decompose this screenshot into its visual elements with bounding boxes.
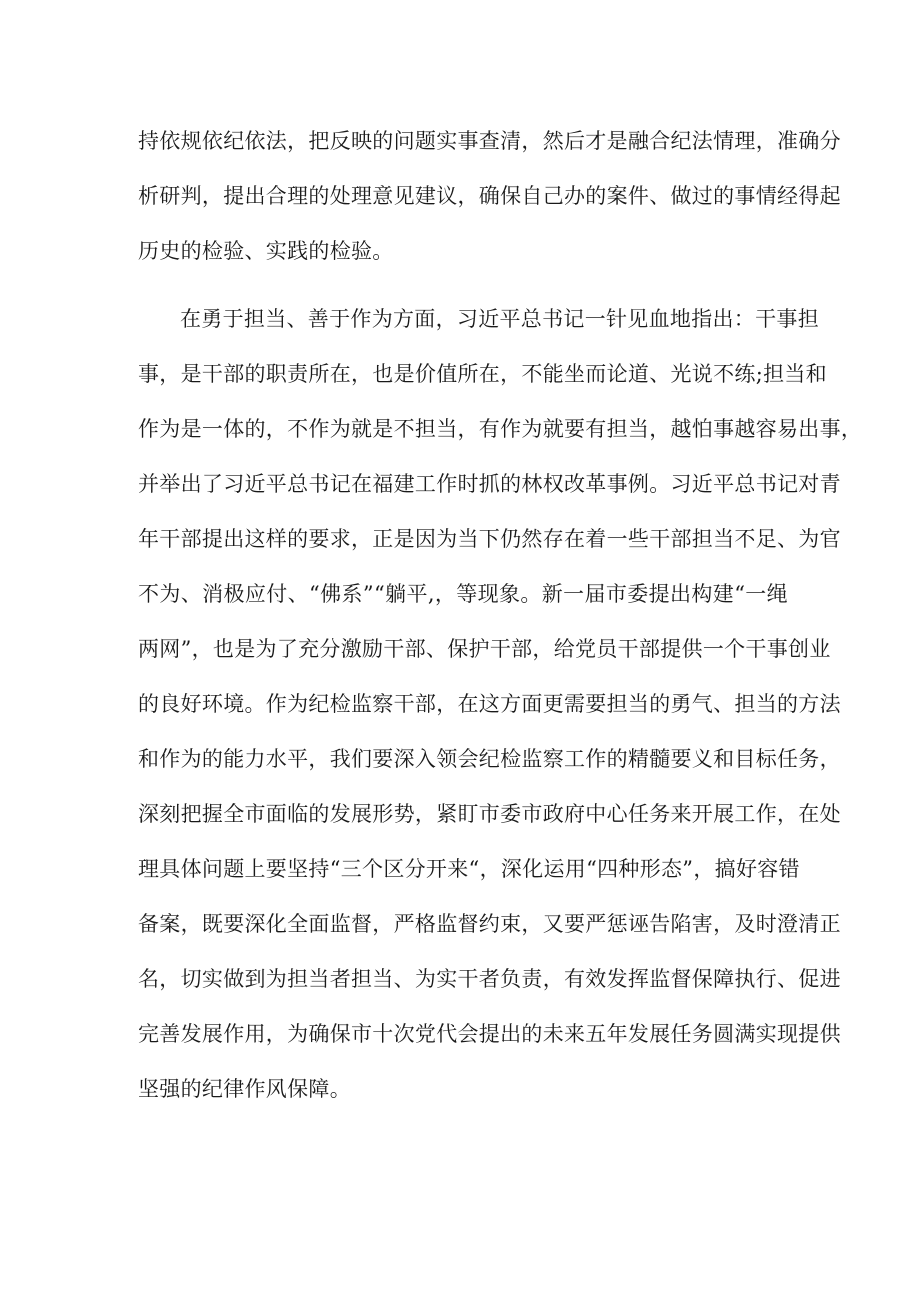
paragraph-2-line-1: 在勇于担当、善于作为方面，习近平总书记一针见血地指出：干事担 xyxy=(180,307,819,331)
paragraph-2-line-9: 和作为的能力水平，我们要深入领会纪检监察工作的精髓要义和目标任务， xyxy=(138,747,841,771)
paragraph-2-line-7: 两网”，也是为了充分激励干部、保护干部，给党员干部提供一个干事创业 xyxy=(138,637,831,661)
paragraph-1-line-2: 析研判，提出合理的处理意见建议，确保自己办的案件、做过的事情经得起 xyxy=(138,184,841,208)
paragraph-2-line-6: 不为、消极应付、“佛系”“躺平,，等现象。新一届市委提出构建“一绳 xyxy=(138,582,788,606)
paragraph-2-line-2: 事，是干部的职责所在，也是价值所在，不能坐而论道、光说不练;担当和 xyxy=(138,362,827,386)
paragraph-1-line-1: 持依规依纪依法，把反映的问题实事查清，然后才是融合纪法情理，准确分 xyxy=(138,129,841,153)
paragraph-2-line-14: 完善发展作用，为确保市十次党代会提出的未来五年发展任务圆满实现提供 xyxy=(138,1022,841,1046)
paragraph-2-line-12: 备案，既要深化全面监督，严格监督约束，又要严惩诬告陷害，及时澄清正 xyxy=(138,912,841,936)
paragraph-1-line-3: 历史的检验、实践的检验。 xyxy=(138,239,394,263)
paragraph-2-line-15: 坚强的纪律作风保障。 xyxy=(138,1077,351,1101)
paragraph-2-line-8: 的良好环境。作为纪检监察干部，在这方面更需要担当的勇气、担当的方法 xyxy=(138,692,841,716)
paragraph-2-line-3: 作为是一体的，不作为就是不担当，有作为就要有担当，越怕事越容易出事， xyxy=(138,417,863,441)
paragraph-2-line-11: 理具体问题上要坚持“三个区分开来“，深化运用“四种形态”，搞好容错 xyxy=(138,857,800,881)
paragraph-2-line-5: 年干部提出这样的要求，正是因为当下仍然存在着一些干部担当不足、为官 xyxy=(138,527,841,551)
paragraph-2-line-10: 深刻把握全市面临的发展形势，紧盯市委市政府中心任务来开展工作，在处 xyxy=(138,802,841,826)
paragraph-2-line-13: 名，切实做到为担当者担当、为实干者负责，有效发挥监督保障执行、促进 xyxy=(138,967,841,991)
paragraph-2-line-4: 并举出了习近平总书记在福建工作时抓的林权改革事例。习近平总书记对青 xyxy=(138,472,841,496)
